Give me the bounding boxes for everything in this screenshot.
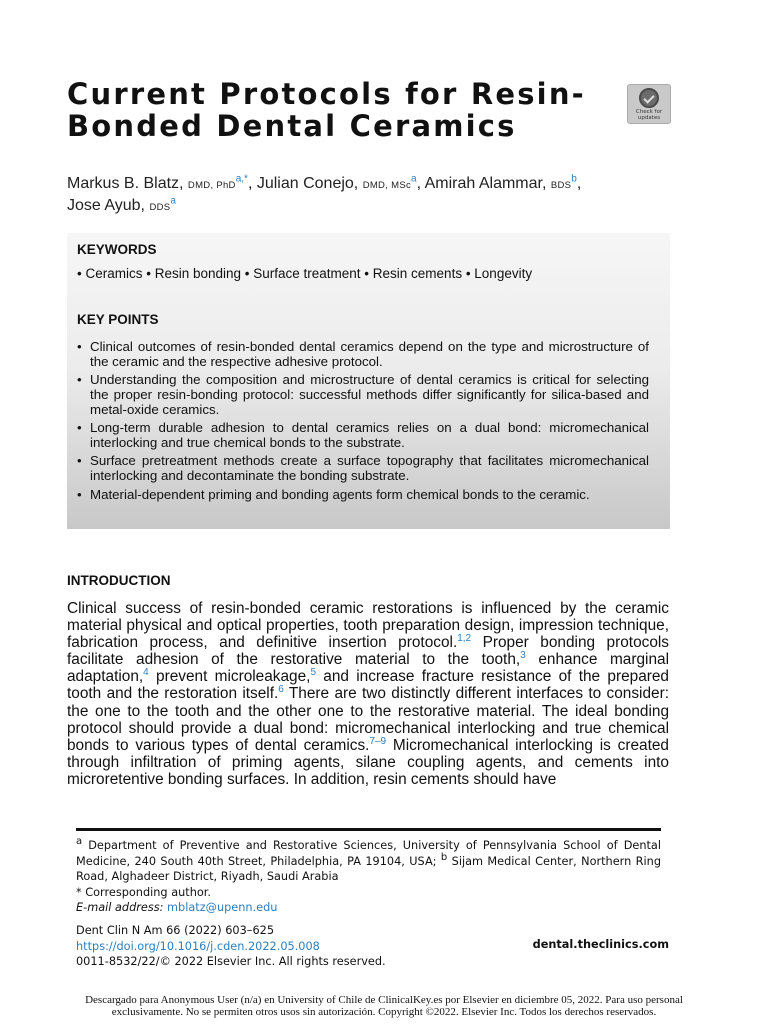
article-title: Current Protocols for Resin-Bonded Dental Ceramics	[67, 77, 586, 143]
citation-link[interactable]: 3	[520, 650, 526, 662]
check-for-updates-icon	[639, 88, 659, 108]
author-1: Markus B. Blatz, DMD, PhD$^{a,*}$,	[67, 173, 257, 192]
footnote-divider	[76, 828, 661, 831]
citation-info	[76, 923, 386, 970]
key-point: • Surface pretreatment methods create a surface topography that facilitates micromechanical interlocking and decontaminate the bonding substrate.	[77, 454, 649, 484]
keywords-heading: KEYWORDS	[77, 242, 157, 257]
introduction-heading: INTRODUCTION	[67, 573, 171, 588]
key-point: • Understanding the composition and microstructure of dental ceramics is critical for selecting the proper resin-bonding protocol: successful methods differ significantly for silica-based and metal-oxide ceramics.	[77, 373, 649, 417]
keywords-list: • Ceramics • Resin bonding • Surface treatment • Resin cements • Longevity	[77, 266, 533, 281]
introduction-body: Clinical success of resin-bonded ceramic restorations is influenced by the ceramic material physical and optical properties, tooth preparation design, impression technique, fabrication process, and definitive insertion protocol.$^{1,2}$ Proper bonding protocols facilitate adhesion of the restorative material to the tooth,$^3$ enhance marginal adaptation,$^4$ prevent microleakage,$^5$ and increase fracture resistance of the prepared tooth and the restoration itself.$^6$ There are two distinctly different interfaces to consider: the one to the tooth and the other one to the restorative material. The ideal bonding protocol should provide a dual bond: micromechanical interlocking and true chemical bonds to various types of dental ceramics.$^{7-9}$ Micromechanical interlocking is created through infiltration of priming agents, silane coupling agents, and cements into microretentive bonding surfaces. In addition, resin cements should have	[67, 600, 669, 788]
keywords-keypoints-box	[67, 233, 670, 529]
author-3: Amirah Alammar, BDS$^b$,	[424, 173, 582, 192]
email-link[interactable]: mblatz@upenn.edu	[167, 901, 278, 914]
citation-link[interactable]: 1,2	[457, 633, 472, 645]
key-point: • Long-term durable adhesion to dental ceramics relies on a dual bond: micromechanical interlocking and true chemical bonds to the substrate.	[77, 421, 649, 451]
copyright-line: 0011-8532/22/© 2022 Elsevier Inc. All rights reserved.	[76, 955, 386, 968]
corresponding-author-note: * Corresponding author.	[76, 885, 211, 899]
check-for-updates-label: Check for updates	[635, 109, 663, 121]
key-points-list	[77, 340, 649, 506]
citation-link[interactable]: 5	[310, 667, 317, 679]
author-list	[67, 174, 677, 218]
key-point: • Material-dependent priming and bonding agents form chemical bonds to the ceramic.	[77, 488, 649, 503]
citation-link[interactable]: 6	[278, 684, 284, 696]
email-label: E-mail address:	[76, 901, 164, 914]
doi-link[interactable]: https://doi.org/10.1016/j.cden.2022.05.008	[76, 939, 320, 953]
journal-website-link[interactable]: dental.theclinics.com	[532, 938, 669, 951]
citation-link[interactable]: 7–9	[369, 735, 387, 747]
download-notice: Descargado para Anonymous User (n/a) en University of Chile de ClinicalKey.es por Elsevier en diciembre 05, 2022. Para uso personal exclusivamente. No se permiten otros usos sin autorización. Copyright ©2022. Elsevier Inc. Todos los derechos reservados.	[85, 994, 683, 1018]
author-4: Jose Ayub, DDS$^a$	[67, 195, 176, 214]
citation-link[interactable]: 4	[143, 667, 149, 679]
key-points-heading: KEY POINTS	[77, 312, 159, 327]
author-2: Julian Conejo, DMD, MSc$^a$,	[256, 173, 425, 192]
key-point: • Clinical outcomes of resin-bonded dental ceramics depend on the type and microstructure of the ceramic and the respective adhesive protocol.	[77, 340, 649, 370]
journal-citation: Dent Clin N Am 66 (2022) 603–625	[76, 924, 275, 937]
check-for-updates-badge[interactable]	[627, 84, 671, 124]
affiliation-footnote: a Department of Preventive and Restorative Sciences, University of Pennsylvania School of Dental Medicine, 240 South 40th Street, Philadelphia, PA 19104, USA; b Sijam Medical Center, Northern Ring Road, Alghadeer District, Riyadh, Saudi Arabia * Corresponding author. E-mail address: mblatz@upenn.edu	[76, 836, 661, 914]
